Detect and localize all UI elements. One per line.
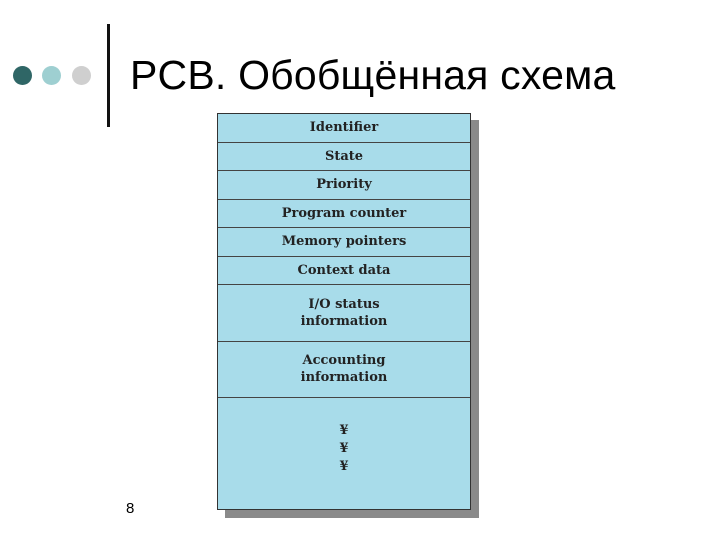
decor-dot-dark (13, 66, 32, 85)
ellipsis-mark: ¥ (339, 423, 349, 438)
pcb-field-identifier (218, 114, 470, 143)
decor-dot-light (42, 66, 61, 85)
pcb-diagram (217, 113, 471, 510)
pcb-field-text: Priority (316, 177, 372, 193)
pcb-field-priority (218, 171, 470, 200)
pcb-field-text: Identifier (309, 120, 379, 136)
page-number: 8 (126, 500, 135, 517)
pcb-field-memory-pointers (218, 228, 470, 257)
pcb-field-state (218, 143, 470, 172)
pcb-field-text-line1: Accounting (302, 353, 386, 369)
title-divider (107, 24, 110, 127)
pcb-field-more (218, 398, 470, 509)
ellipsis-mark: ¥ (339, 459, 349, 474)
pcb-field-text-line1: I/O status (308, 296, 380, 312)
pcb-field-text-line2: information (300, 313, 388, 329)
pcb-field-program-counter (218, 200, 470, 229)
pcb-field-text: Context data (297, 262, 391, 278)
pcb-field-text: State (324, 148, 364, 164)
decor-dot-gray (72, 66, 91, 85)
pcb-field-text: Memory pointers (281, 234, 407, 250)
slide-title: PCB. Обобщённая схема (130, 52, 616, 98)
ellipsis-mark: ¥ (339, 441, 349, 456)
pcb-field-text: Program counter (281, 205, 407, 221)
pcb-field-text-line2: information (300, 370, 388, 386)
pcb-field-context-data (218, 257, 470, 286)
pcb-field-accounting (218, 342, 470, 399)
pcb-field-io-status (218, 285, 470, 342)
